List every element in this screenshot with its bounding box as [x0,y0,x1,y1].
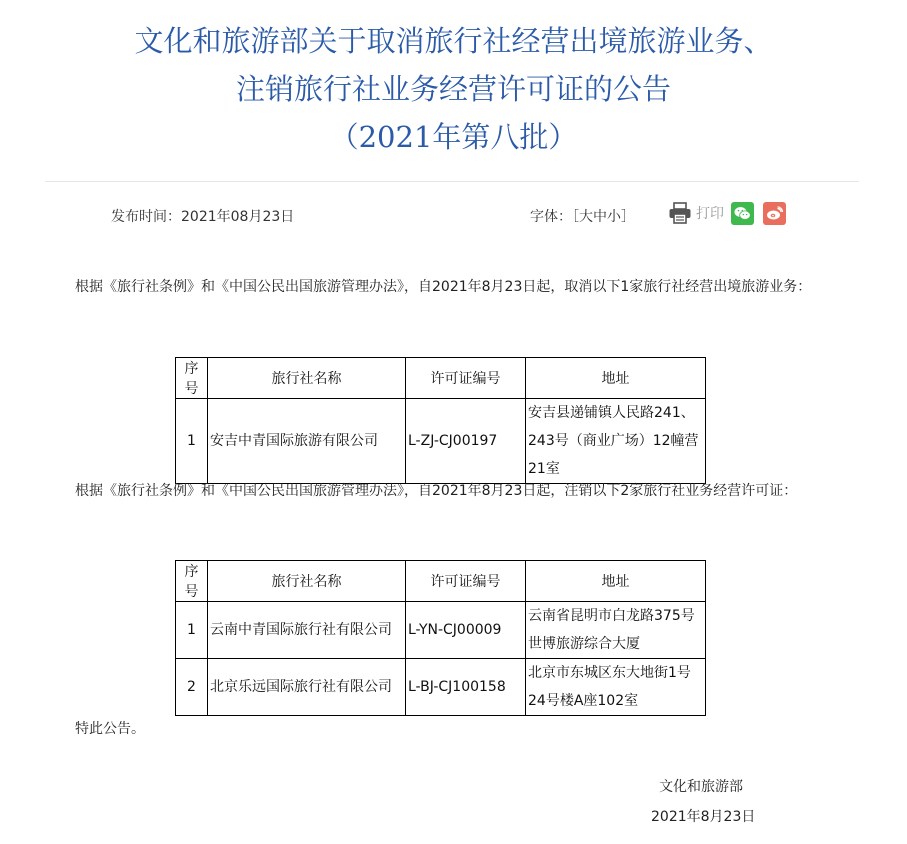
header-name: 旅行社名称 [208,358,406,399]
font-size-switcher [530,206,635,226]
publish-date: 2021年08月23日 [181,209,295,225]
signature-org: 文化和旅游部 [659,779,743,795]
row-name: 云南中青国际旅行社有限公司 [208,602,406,659]
header-address: 地址 [526,561,706,602]
cancel-paragraph: 根据《旅行社条例》和《中国公民出国旅游管理办法》，自2021年8月23日起，取消以下1家旅行社经营出境旅游业务： [75,279,812,295]
row-name: 北京乐远国际旅行社有限公司 [208,659,406,716]
print-link[interactable]: 打印 [696,206,724,222]
cancel-table [175,357,706,484]
row-address: 北京市东城区东大地街1号24号楼A座102室 [526,659,706,716]
printer-icon[interactable] [668,202,692,224]
header-address: 地址 [526,358,706,399]
row-address: 安吉县递铺镇人民路241、243号（商业广场）12幢营21室 [526,399,706,484]
page-tools [668,201,786,225]
title-line-3: （2021年第八批） [329,120,578,154]
table-header-row [176,561,706,602]
font-bracket-open: ［ [572,209,579,225]
title-line-1: 文化和旅游部关于取消旅行社经营出境旅游业务、 [134,24,773,58]
closing-text: 特此公告。 [75,721,145,737]
header-license: 许可证编号 [406,561,526,602]
publish-time [111,206,294,226]
row-name: 安吉中青国际旅游有限公司 [208,399,406,484]
row-no: 2 [176,659,208,716]
font-bracket-close: ］ [621,209,635,225]
wechat-icon[interactable] [731,202,754,225]
font-small-link[interactable]: 小 [607,209,621,225]
title-line-2: 注销旅行社业务经营许可证的公告 [235,72,671,106]
row-license: L-BJ-CJ100158 [406,659,526,716]
font-size-label: 字体： [530,209,572,225]
weibo-icon[interactable] [763,202,786,225]
header-name: 旅行社名称 [208,561,406,602]
table-row [176,399,706,484]
notice-title [0,0,907,161]
signature-date: 2021年8月23日 [651,809,756,825]
font-medium-link[interactable]: 中 [593,209,607,225]
row-license: L-YN-CJ00009 [406,602,526,659]
table-header-row [176,358,706,399]
title-divider [45,181,859,182]
revoke-paragraph: 根据《旅行社条例》和《中国公民出国旅游管理办法》，自2021年8月23日起，注销以下2家旅行社业务经营许可证： [75,483,798,499]
row-address: 云南省昆明市白龙路375号世博旅游综合大厦 [526,602,706,659]
header-license: 许可证编号 [406,358,526,399]
row-no: 1 [176,602,208,659]
publish-time-label: 发布时间： [111,209,181,225]
table-row [176,659,706,716]
row-license: L-ZJ-CJ00197 [406,399,526,484]
revoke-table [175,560,706,716]
font-large-link[interactable]: 大 [579,209,593,225]
header-no: 序号 [176,561,208,602]
table-row [176,602,706,659]
header-no: 序号 [176,358,208,399]
row-no: 1 [176,399,208,484]
